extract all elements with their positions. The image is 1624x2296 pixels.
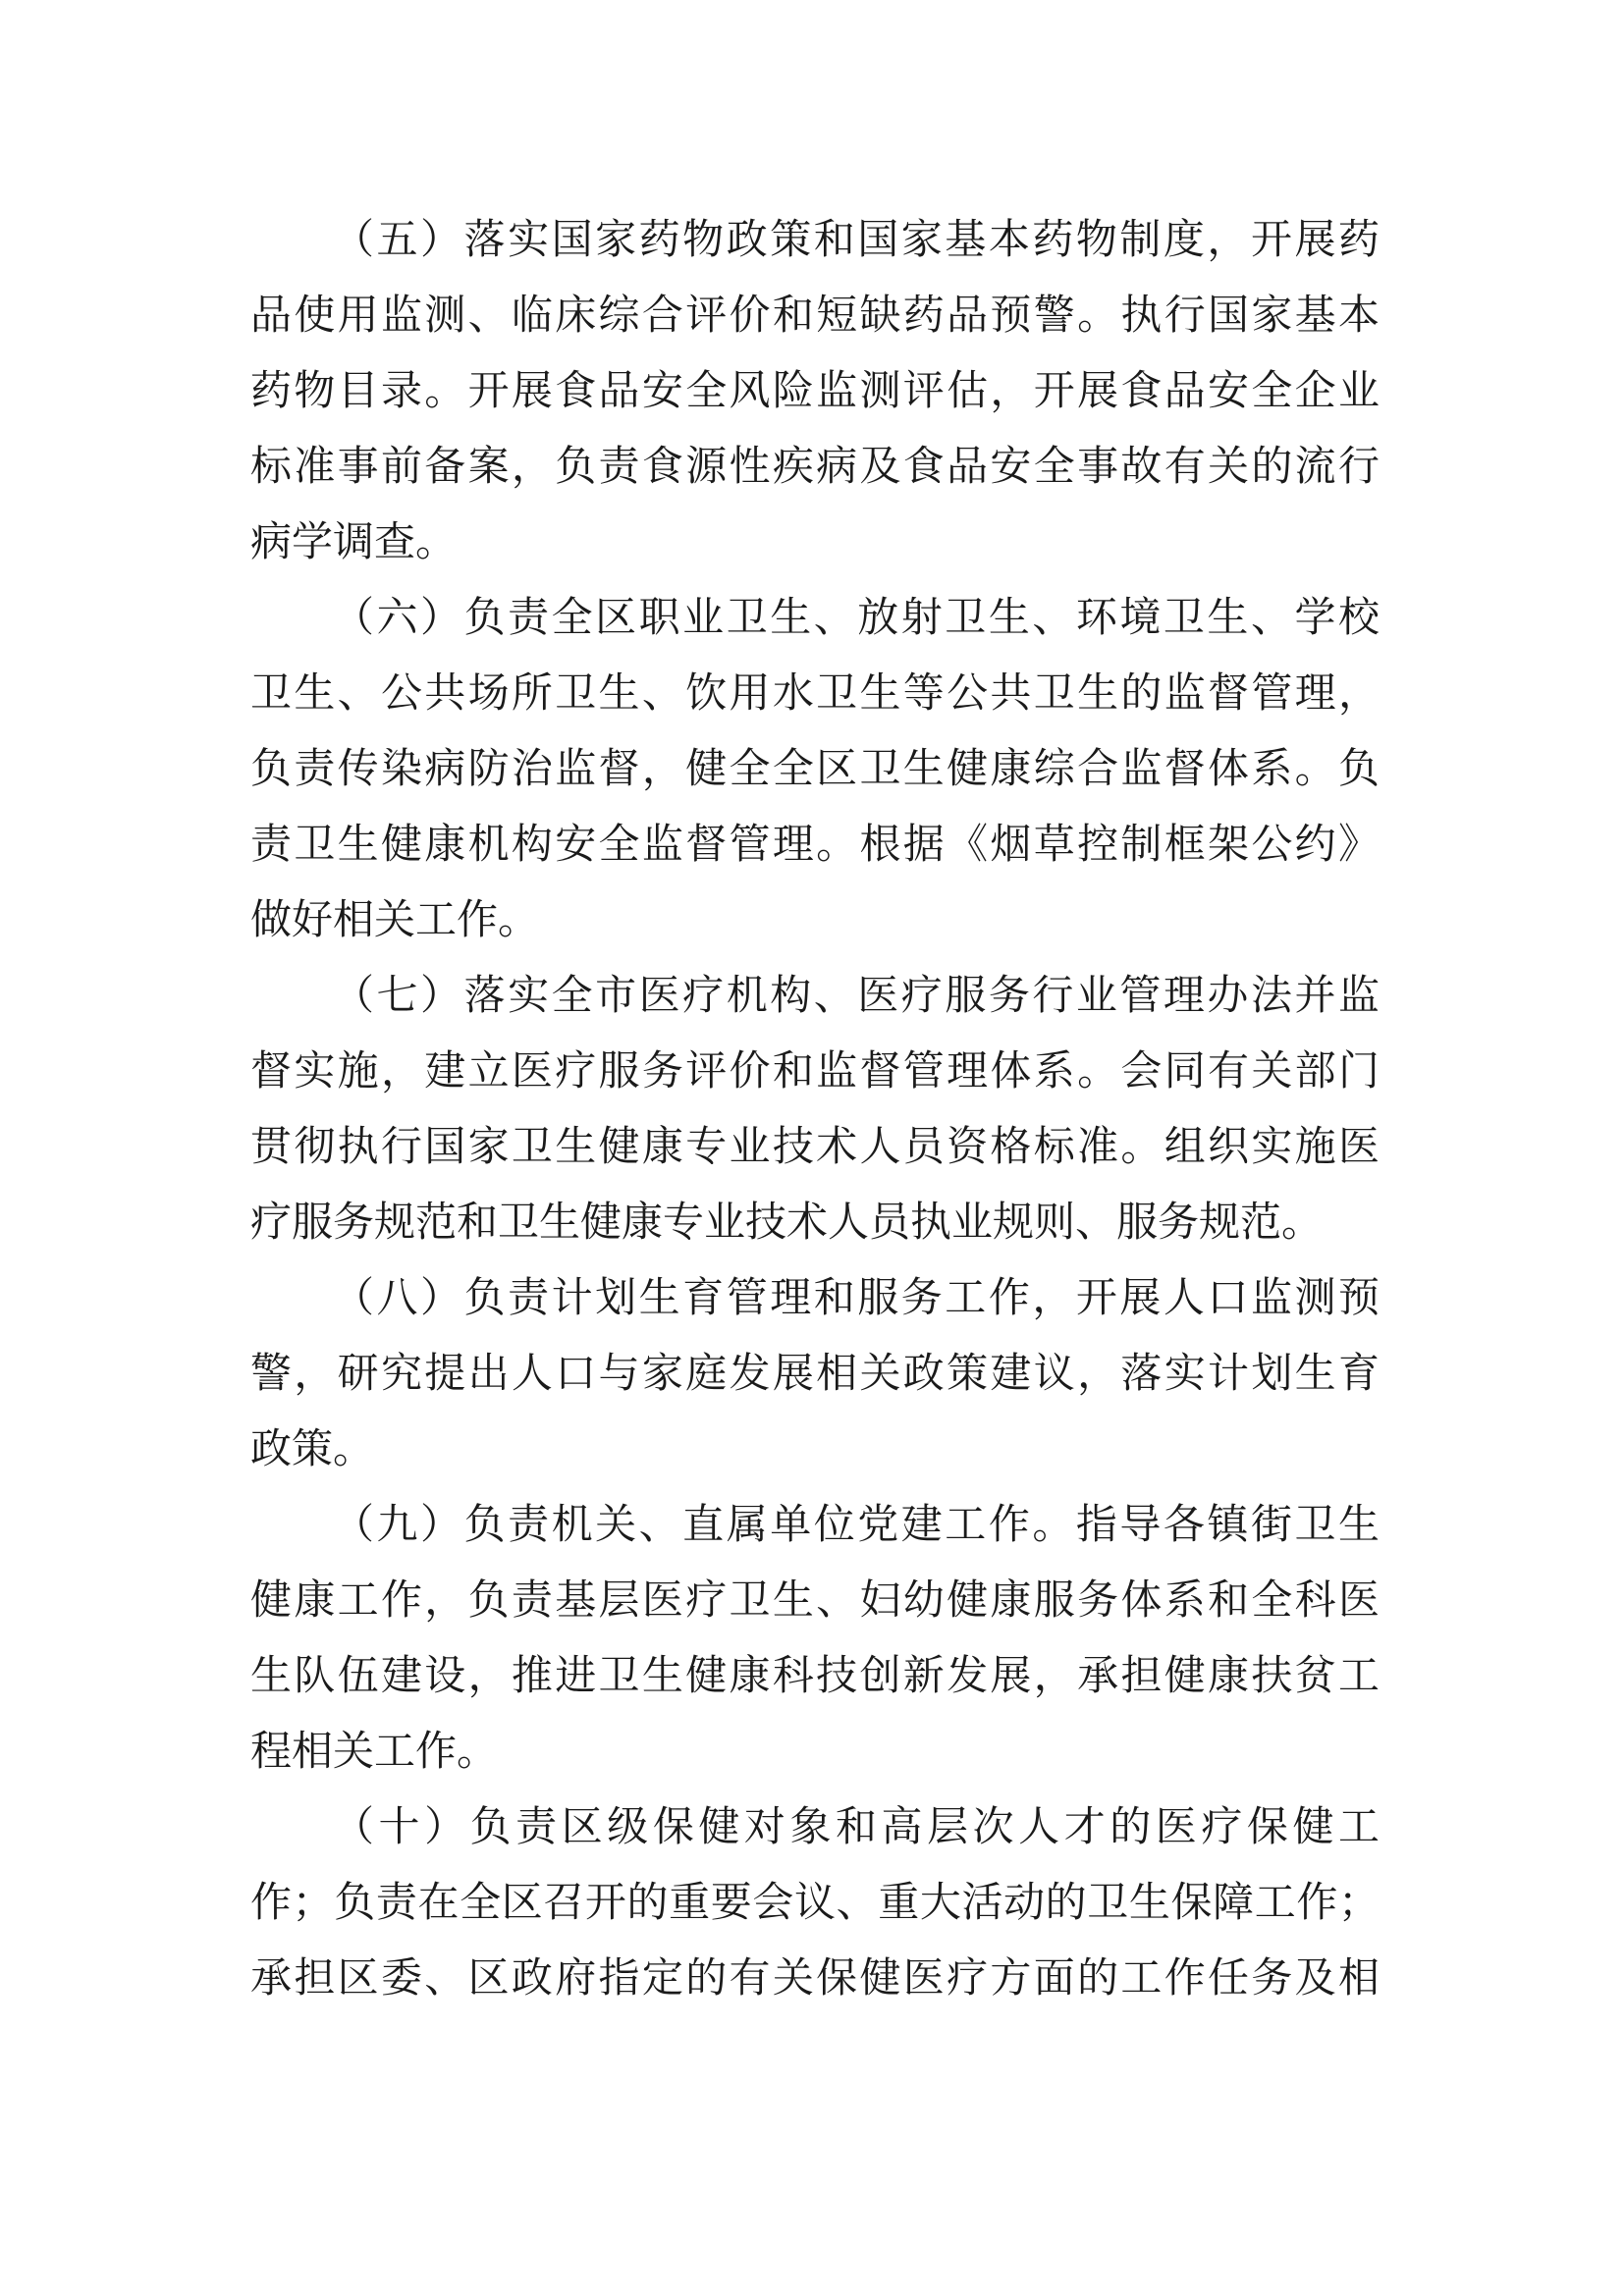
text-line: 病学调查。	[250, 517, 458, 565]
text-line: 药物目录。开展食品安全风险监测评估，开展食品安全企业	[250, 366, 1380, 414]
text-line: 生队伍建设，推进卫生健康科技创新发展，承担健康扶贫工	[250, 1651, 1380, 1699]
text-line: （九）负责机关、直属单位党建工作。指导各镇街卫生	[333, 1500, 1380, 1548]
text-line: 卫生、公共场所卫生、饮用水卫生等公共卫生的监督管理，	[250, 668, 1380, 717]
text-line: 责卫生健康机构安全监督管理。根据《烟草控制框架公约》	[250, 820, 1380, 868]
paragraph-10	[250, 1789, 1380, 2015]
text-line: 贯彻执行国家卫生健康专业技术人员资格标准。组织实施医	[250, 1122, 1380, 1170]
text-line: 负责传染病防治监督，健全全区卫生健康综合监督体系。负	[250, 744, 1380, 792]
text-line: （八）负责计划生育管理和服务工作，开展人口监测预	[333, 1273, 1380, 1321]
text-line: （七）落实全市医疗机构、医疗服务行业管理办法并监	[333, 971, 1380, 1019]
text-line: 程相关工作。	[250, 1727, 499, 1775]
paragraph-8	[250, 1259, 1380, 1486]
text-line: 警，研究提出人口与家庭发展相关政策建议，落实计划生育	[250, 1349, 1380, 1397]
text-line: （六）负责全区职业卫生、放射卫生、环境卫生、学校	[333, 593, 1380, 641]
text-line: 品使用监测、临床综合评价和短缺药品预警。执行国家基本	[250, 291, 1380, 339]
paragraph-6	[250, 579, 1380, 957]
document-body	[250, 201, 1380, 2015]
text-line: 做好相关工作。	[250, 895, 540, 943]
text-line: 健康工作，负责基层医疗卫生、妇幼健康服务体系和全科医	[250, 1575, 1380, 1624]
text-line: （五）落实国家药物政策和国家基本药物制度，开展药	[333, 215, 1380, 263]
text-line: 作；负责在全区召开的重要会议、重大活动的卫生保障工作；	[250, 1878, 1380, 1926]
paragraph-7	[250, 957, 1380, 1259]
text-line: 政策。	[250, 1424, 375, 1472]
text-line: 督实施，建立医疗服务评价和监督管理体系。会同有关部门	[250, 1046, 1380, 1095]
paragraph-9	[250, 1486, 1380, 1789]
text-line: （十）负责区级保健对象和高层次人才的医疗保健工	[333, 1802, 1380, 1850]
text-line: 承担区委、区政府指定的有关保健医疗方面的工作任务及相	[250, 1953, 1380, 2002]
paragraph-5	[250, 201, 1380, 579]
text-line: 标准事前备案，负责食源性疾病及食品安全事故有关的流行	[250, 442, 1380, 490]
text-line: 疗服务规范和卫生健康专业技术人员执业规则、服务规范。	[250, 1198, 1324, 1246]
